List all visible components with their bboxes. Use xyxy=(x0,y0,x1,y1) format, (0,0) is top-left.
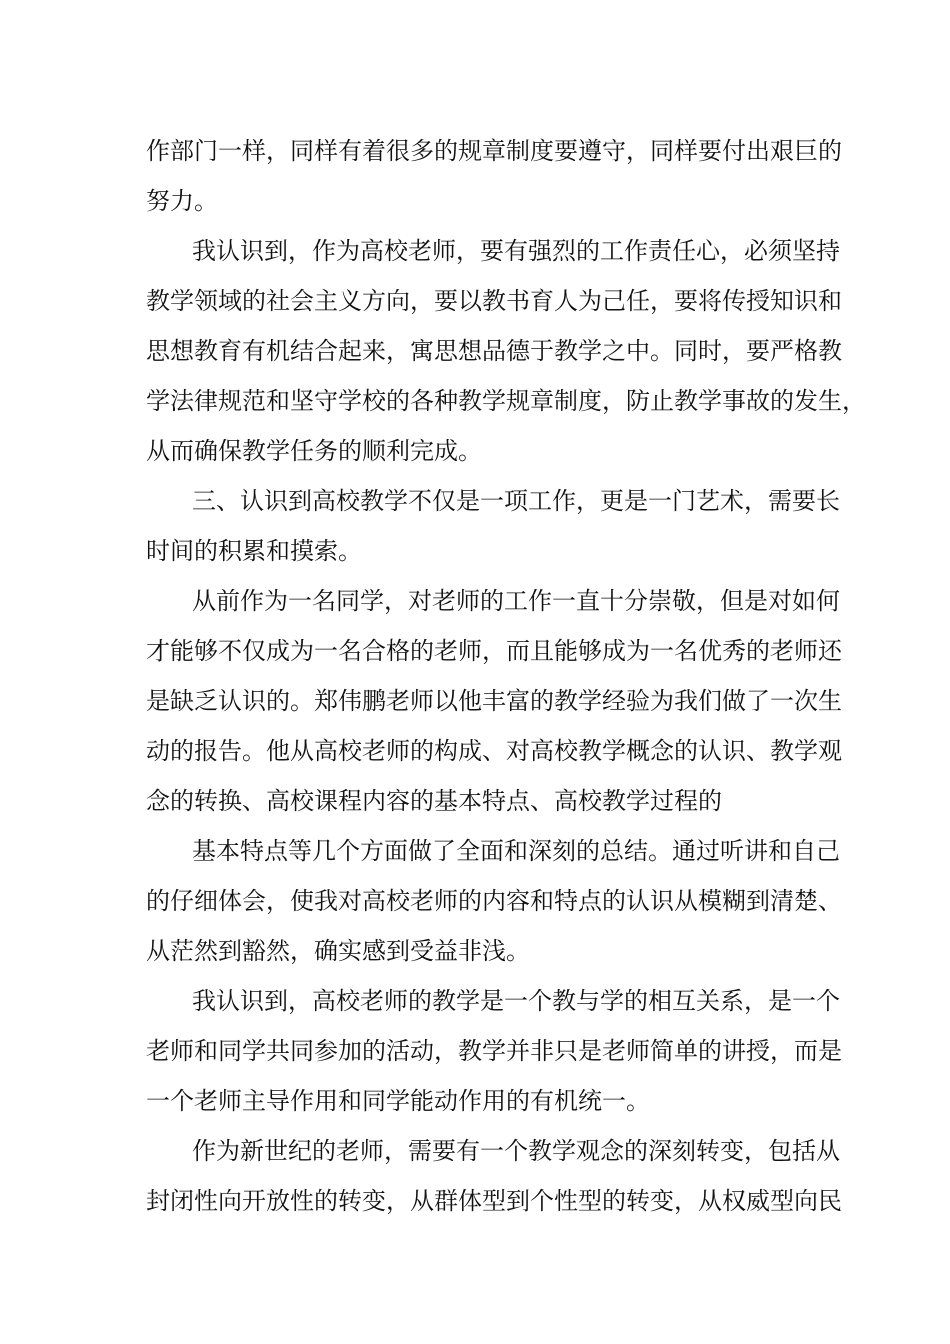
text-line: 封闭性向开放性的转变，从群体型到个性型的转变，从权威型向民 xyxy=(146,1187,842,1215)
text-line: 教学领域的社会主义方向，要以教书育人为己任，要将传授知识和 xyxy=(146,287,842,315)
text-line: 念的转换、高校课程内容的基本特点、高校教学过程的 xyxy=(146,787,722,815)
text-line: 学法律规范和坚守学校的各种教学规章制度，防止教学事故的发生， xyxy=(146,387,866,415)
text-line: 努力。 xyxy=(146,187,218,215)
section-heading-line: 三、认识到高校教学不仅是一项工作，更是一门艺术，需要长 xyxy=(192,487,840,515)
text-line: 我认识到，高校老师的教学是一个教与学的相互关系，是一个 xyxy=(192,987,840,1015)
text-line: 是缺乏认识的。郑伟鹏老师以他丰富的教学经验为我们做了一次生 xyxy=(146,687,842,715)
text-line: 基本特点等几个方面做了全面和深刻的总结。通过听讲和自己 xyxy=(192,837,840,865)
text-line: 动的报告。他从高校老师的构成、对高校教学概念的认识、教学观 xyxy=(146,737,842,765)
text-line: 作为新世纪的老师，需要有一个教学观念的深刻转变，包括从 xyxy=(192,1137,840,1165)
section-heading-line: 时间的积累和摸索。 xyxy=(146,537,362,565)
text-line: 从而确保教学任务的顺利完成。 xyxy=(146,437,482,465)
text-line: 思想教育有机结合起来，寓思想品德于教学之中。同时，要严格教 xyxy=(146,337,842,365)
text-line: 的仔细体会，使我对高校老师的内容和特点的认识从模糊到清楚、 xyxy=(146,887,842,915)
text-line: 作部门一样，同样有着很多的规章制度要遵守，同样要付出艰巨的 xyxy=(146,137,842,165)
text-line: 才能够不仅成为一名合格的老师，而且能够成为一名优秀的老师还 xyxy=(146,637,842,665)
text-line: 我认识到，作为高校老师，要有强烈的工作责任心，必须坚持 xyxy=(192,237,840,265)
text-line: 老师和同学共同参加的活动，教学并非只是老师简单的讲授，而是 xyxy=(146,1037,842,1065)
text-line: 从前作为一名同学，对老师的工作一直十分崇敬，但是对如何 xyxy=(192,587,840,615)
text-line: 从茫然到豁然，确实感到受益非浅。 xyxy=(146,937,530,965)
text-line: 一个老师主导作用和同学能动作用的有机统一。 xyxy=(146,1087,650,1115)
